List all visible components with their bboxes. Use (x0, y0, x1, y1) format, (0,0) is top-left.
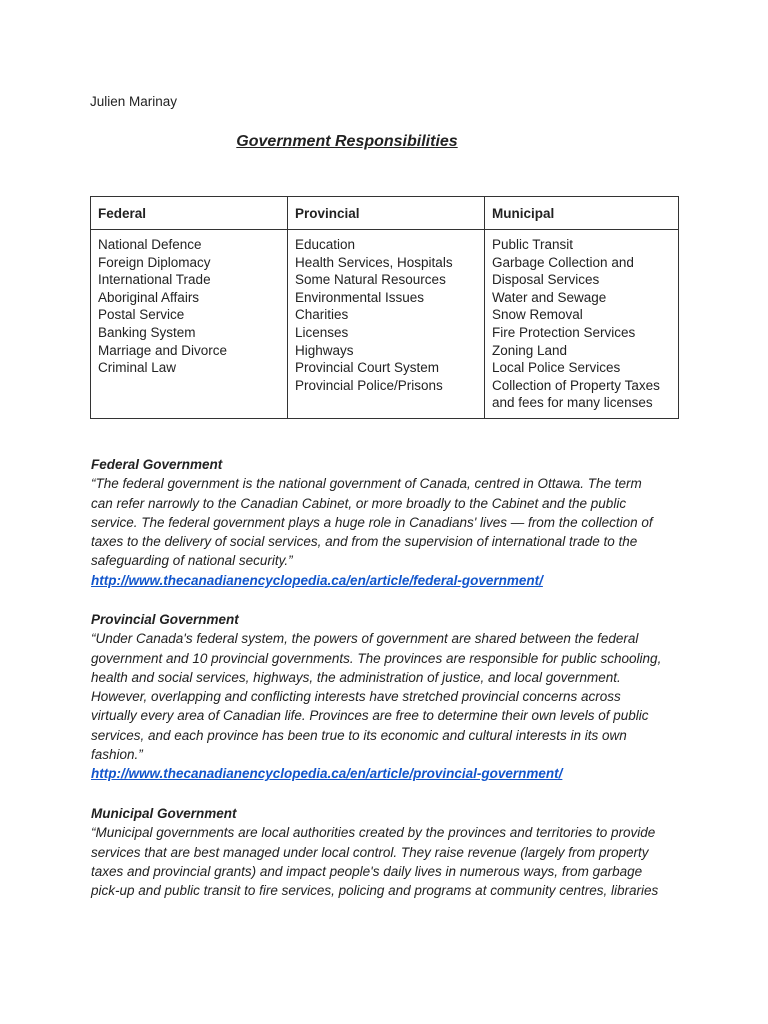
section-heading: Provincial Government (91, 612, 239, 627)
section-heading: Municipal Government (91, 806, 237, 821)
list-item: Collection of Property Taxes (492, 377, 660, 393)
list-item: Foreign Diplomacy (98, 254, 211, 270)
list-item: Licenses (295, 324, 349, 340)
responsibilities-table (90, 196, 679, 419)
list-item: Garbage Collection and (492, 254, 634, 270)
list-item: Some Natural Resources (295, 272, 446, 288)
list-item: Snow Removal (492, 307, 583, 323)
list-item: Highways (295, 342, 354, 358)
municipal-government-section (91, 804, 691, 900)
list-item: Water and Sewage (492, 289, 607, 305)
list-item: Criminal Law (98, 360, 177, 376)
quote-line: services, and each province has been true to its economic and cultural interests in its own (91, 727, 627, 743)
quote-line: fashion.” (91, 747, 143, 763)
provincial-source-link[interactable]: http://www.thecanadianencyclopedia.ca/en/article/provincial-government/ (91, 766, 563, 782)
list-item: Environmental Issues (295, 289, 425, 305)
list-item: Education (295, 237, 356, 252)
list-item: Fire Protection Services (492, 324, 636, 340)
page-title: Government Responsibilities (236, 133, 458, 150)
quote-line: virtually every area of Canadian life. Provinces are free to determine their own levels of public (91, 708, 649, 724)
quote-line: government and 10 provincial governments. The provinces are responsible for public schooling, (91, 650, 662, 666)
list-item: Provincial Court System (295, 360, 440, 376)
quote-line: can refer narrowly to the Canadian Cabinet, or more broadly to the Cabinet and the public (91, 495, 627, 511)
author-name: Julien Marinay (90, 94, 178, 109)
list-item: and fees for many licenses (492, 395, 653, 411)
quote-line: health and social services, highways, the administration of justice, and local government. (91, 669, 621, 685)
table-row (91, 230, 679, 419)
quote-line: safeguarding of national security.” (91, 553, 293, 569)
quote-line: “The federal government is the national government of Canada, centred in Ottawa. The term (91, 476, 642, 492)
list-item: International Trade (98, 272, 211, 288)
list-item: Aboriginal Affairs (98, 289, 200, 305)
quote-line: “Municipal governments are local authorities created by the provinces and territories to provide (91, 825, 656, 841)
quote-line: service. The federal government plays a huge role in Canadians' lives — from the collection of (91, 514, 653, 530)
table-header-row (91, 197, 679, 230)
header-federal: Federal (91, 197, 288, 230)
federal-cell (91, 230, 288, 419)
provincial-cell (288, 230, 485, 419)
list-item: Disposal Services (492, 272, 600, 288)
list-item: National Defence (98, 237, 202, 252)
list-item: Health Services, Hospitals (295, 254, 453, 270)
quote-line: taxes to the delivery of social services, and from the supervision of international trade to the (91, 534, 638, 550)
list-item: Postal Service (98, 307, 185, 323)
list-item: Charities (295, 307, 349, 323)
municipal-cell (485, 230, 679, 419)
list-item: Provincial Police/Prisons (295, 377, 443, 393)
quote-line: “Under Canada's federal system, the powers of government are shared between the federal (91, 631, 639, 647)
section-heading: Federal Government (91, 457, 223, 472)
federal-source-link[interactable]: http://www.thecanadianencyclopedia.ca/en/article/federal-government/ (91, 572, 543, 588)
federal-government-section (91, 455, 691, 590)
quote-line: pick-up and public transit to fire services, policing and programs at community centres, libraries (91, 883, 659, 899)
header-provincial: Provincial (288, 197, 485, 230)
quote-line: However, overlapping and conflicting interests have stretched provincial concerns across (91, 689, 621, 705)
list-item: Marriage and Divorce (98, 342, 228, 358)
list-item: Banking System (98, 324, 196, 340)
quote-line: taxes and provincial grants) and impact people's daily lives in numerous ways, from garbage (91, 863, 643, 879)
header-municipal: Municipal (485, 197, 679, 230)
provincial-government-section (91, 610, 691, 784)
list-item: Zoning Land (492, 342, 568, 358)
list-item: Public Transit (492, 237, 574, 252)
quote-line: services that are best managed under local control. They raise revenue (largely from property (91, 844, 649, 860)
list-item: Local Police Services (492, 360, 621, 376)
